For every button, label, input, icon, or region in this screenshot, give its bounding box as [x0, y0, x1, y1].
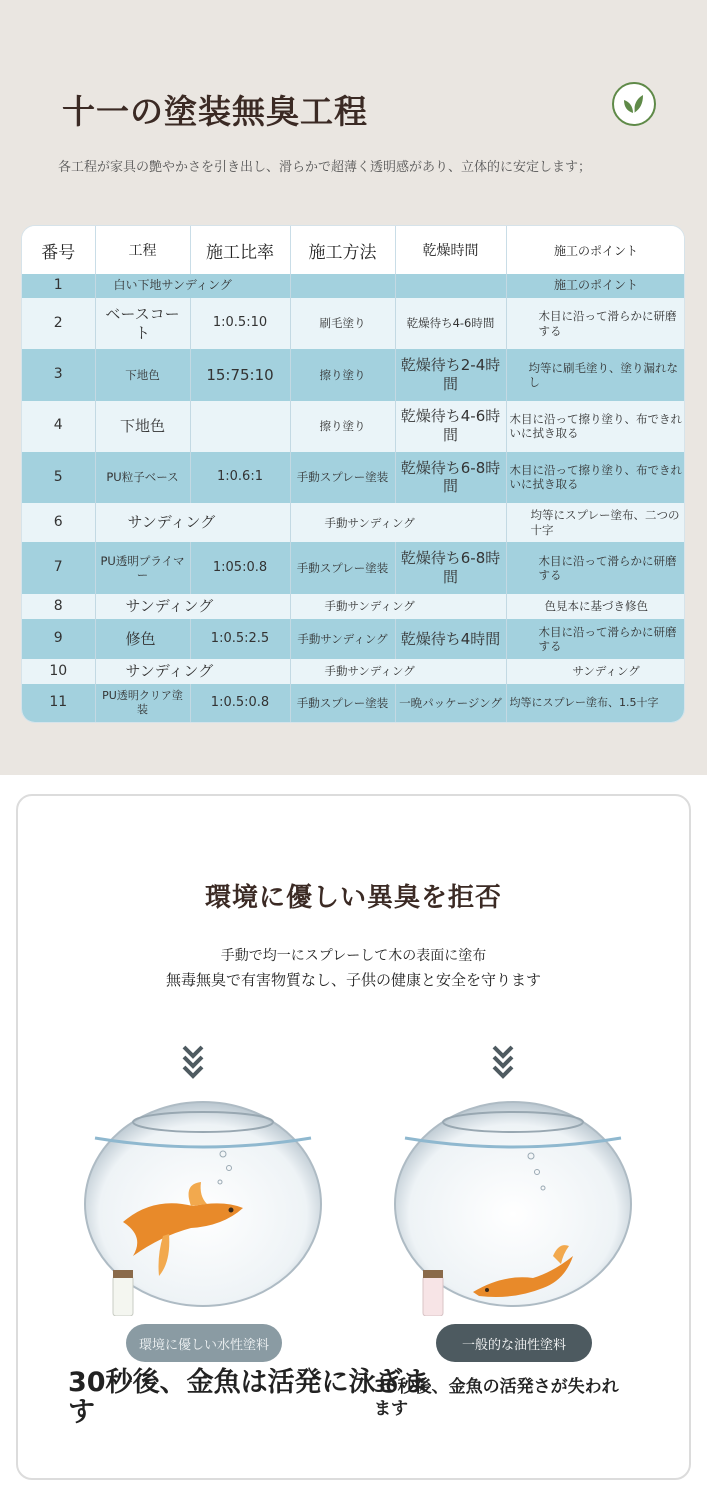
table-row	[22, 659, 685, 685]
row-number: 10	[22, 659, 95, 685]
fishbowl-healthy-image	[73, 1096, 333, 1316]
row-ratio	[190, 401, 290, 452]
process-table	[21, 225, 685, 723]
row-method: 手動サンディング	[290, 619, 395, 658]
row-point: サンディング	[506, 659, 685, 685]
row-method: 手動サンディング	[290, 659, 506, 685]
leaf-icon	[621, 91, 647, 117]
row-drying: 乾燥待ち4-6時間	[395, 298, 506, 349]
row-ratio: 1:0.6:1	[190, 452, 290, 503]
row-ratio: 1:0.5:0.8	[190, 684, 290, 722]
row-method: 擦り塗り	[290, 349, 395, 400]
row-process: PU粒子ベース	[95, 452, 190, 503]
row-drying: 乾燥待ち2-4時間	[395, 349, 506, 400]
row-number: 3	[22, 349, 95, 400]
row-point: 木目に沿って滑らかに研磨する	[506, 619, 685, 658]
fishbowl-unhealthy-image	[383, 1096, 643, 1316]
card-description-1: 手動で均一にスプレーして木の表面に塗布	[220, 948, 487, 964]
row-point: 木目に沿って滑らかに研磨する	[506, 542, 685, 593]
table-row	[22, 274, 685, 298]
chevron-down-icon	[491, 1044, 515, 1080]
row-number: 4	[22, 401, 95, 452]
card-title: 環境に優しい異臭を拒否	[204, 883, 502, 913]
row-method: 手動サンディング	[290, 503, 506, 542]
row-method: 手動スプレー塗装	[290, 452, 395, 503]
table-row	[22, 298, 685, 349]
row-method: 手動サンディング	[290, 594, 506, 620]
row-drying: 乾燥待ち6-8時間	[395, 542, 506, 593]
row-point: 均等にスプレー塗布、1.5十字	[506, 684, 685, 722]
row-ratio: 1:0.5:10	[190, 298, 290, 349]
row-method: 手動スプレー塗装	[290, 684, 395, 722]
row-process: PU透明クリア塗装	[95, 684, 190, 722]
col-ratio: 施工比率	[190, 226, 290, 274]
unhealthy-caption: 30秒後、金魚の活発さが失われます	[374, 1377, 619, 1420]
row-point: 施工のポイント	[506, 274, 685, 298]
table-row	[22, 452, 685, 503]
row-number: 6	[22, 503, 95, 542]
row-point: 木目に沿って擦り塗り、布できれいに拭き取る	[506, 401, 685, 452]
page-title: 十一の塗装無臭工程	[62, 92, 368, 131]
row-drying: 乾燥待ち4-6時間	[395, 401, 506, 452]
col-point: 施工のポイント	[506, 226, 685, 274]
row-process: 白い下地サンディング	[95, 274, 290, 298]
table-row	[22, 349, 685, 400]
row-method: 擦り塗り	[290, 401, 395, 452]
row-process: 修色	[95, 619, 190, 658]
row-ratio: 1:0.5:2.5	[190, 619, 290, 658]
row-process: サンディング	[95, 659, 290, 685]
row-ratio: 1:05:0.8	[190, 542, 290, 593]
row-number: 1	[22, 274, 95, 298]
row-method	[290, 274, 395, 298]
col-process: 工程	[95, 226, 190, 274]
row-point: 木目に沿って滑らかに研磨する	[506, 298, 685, 349]
row-number: 7	[22, 542, 95, 593]
row-number: 11	[22, 684, 95, 722]
row-ratio: 15:75:10	[190, 349, 290, 400]
chevron-down-icon	[181, 1044, 205, 1080]
row-method: 刷毛塗り	[290, 298, 395, 349]
row-point: 色見本に基づき修色	[506, 594, 685, 620]
row-point: 均等にスプレー塗布、二つの十字	[506, 503, 685, 542]
eco-card	[16, 794, 691, 1480]
row-number: 8	[22, 594, 95, 620]
table-header-row	[22, 226, 685, 274]
table-row	[22, 542, 685, 593]
row-process: サンディング	[95, 594, 290, 620]
water-based-paint-label: 環境に優しい水性塗料	[126, 1324, 282, 1362]
card-description-2: 無毒無臭で有害物質なし、子供の健康と安全を守ります	[165, 971, 541, 989]
col-method: 施工方法	[290, 226, 395, 274]
table-row	[22, 401, 685, 452]
healthy-caption: 30秒後、金魚は活発に泳ぎます	[68, 1367, 430, 1429]
row-number: 2	[22, 298, 95, 349]
row-process: 下地色	[95, 349, 190, 400]
row-point: 均等に刷毛塗り、塗り漏れなし	[506, 349, 685, 400]
oil-based-paint-label: 一般的な油性塗料	[436, 1324, 592, 1362]
col-number: 番号	[22, 226, 95, 274]
col-drying: 乾燥時間	[395, 226, 506, 274]
table-row	[22, 503, 685, 542]
row-process: PU透明プライマー	[95, 542, 190, 593]
row-drying: 乾燥待ち4時間	[395, 619, 506, 658]
row-drying	[395, 274, 506, 298]
table-row	[22, 619, 685, 658]
row-drying: 乾燥待ち6-8時間	[395, 452, 506, 503]
page-subtitle: 各工程が家具の艶やかさを引き出し、滑らかで超薄く透明感があり、立体的に安定します；	[58, 160, 592, 175]
row-number: 5	[22, 452, 95, 503]
row-point: 木目に沿って擦り塗り、布できれいに拭き取る	[506, 452, 685, 503]
leaf-badge	[612, 82, 656, 126]
row-drying: 一晩パッケージング	[395, 684, 506, 722]
table-row	[22, 594, 685, 620]
row-process: サンディング	[95, 503, 290, 542]
row-process: 下地色	[95, 401, 190, 452]
table-row	[22, 684, 685, 722]
row-number: 9	[22, 619, 95, 658]
row-method: 手動スプレー塗装	[290, 542, 395, 593]
row-process: ベースコート	[95, 298, 190, 349]
